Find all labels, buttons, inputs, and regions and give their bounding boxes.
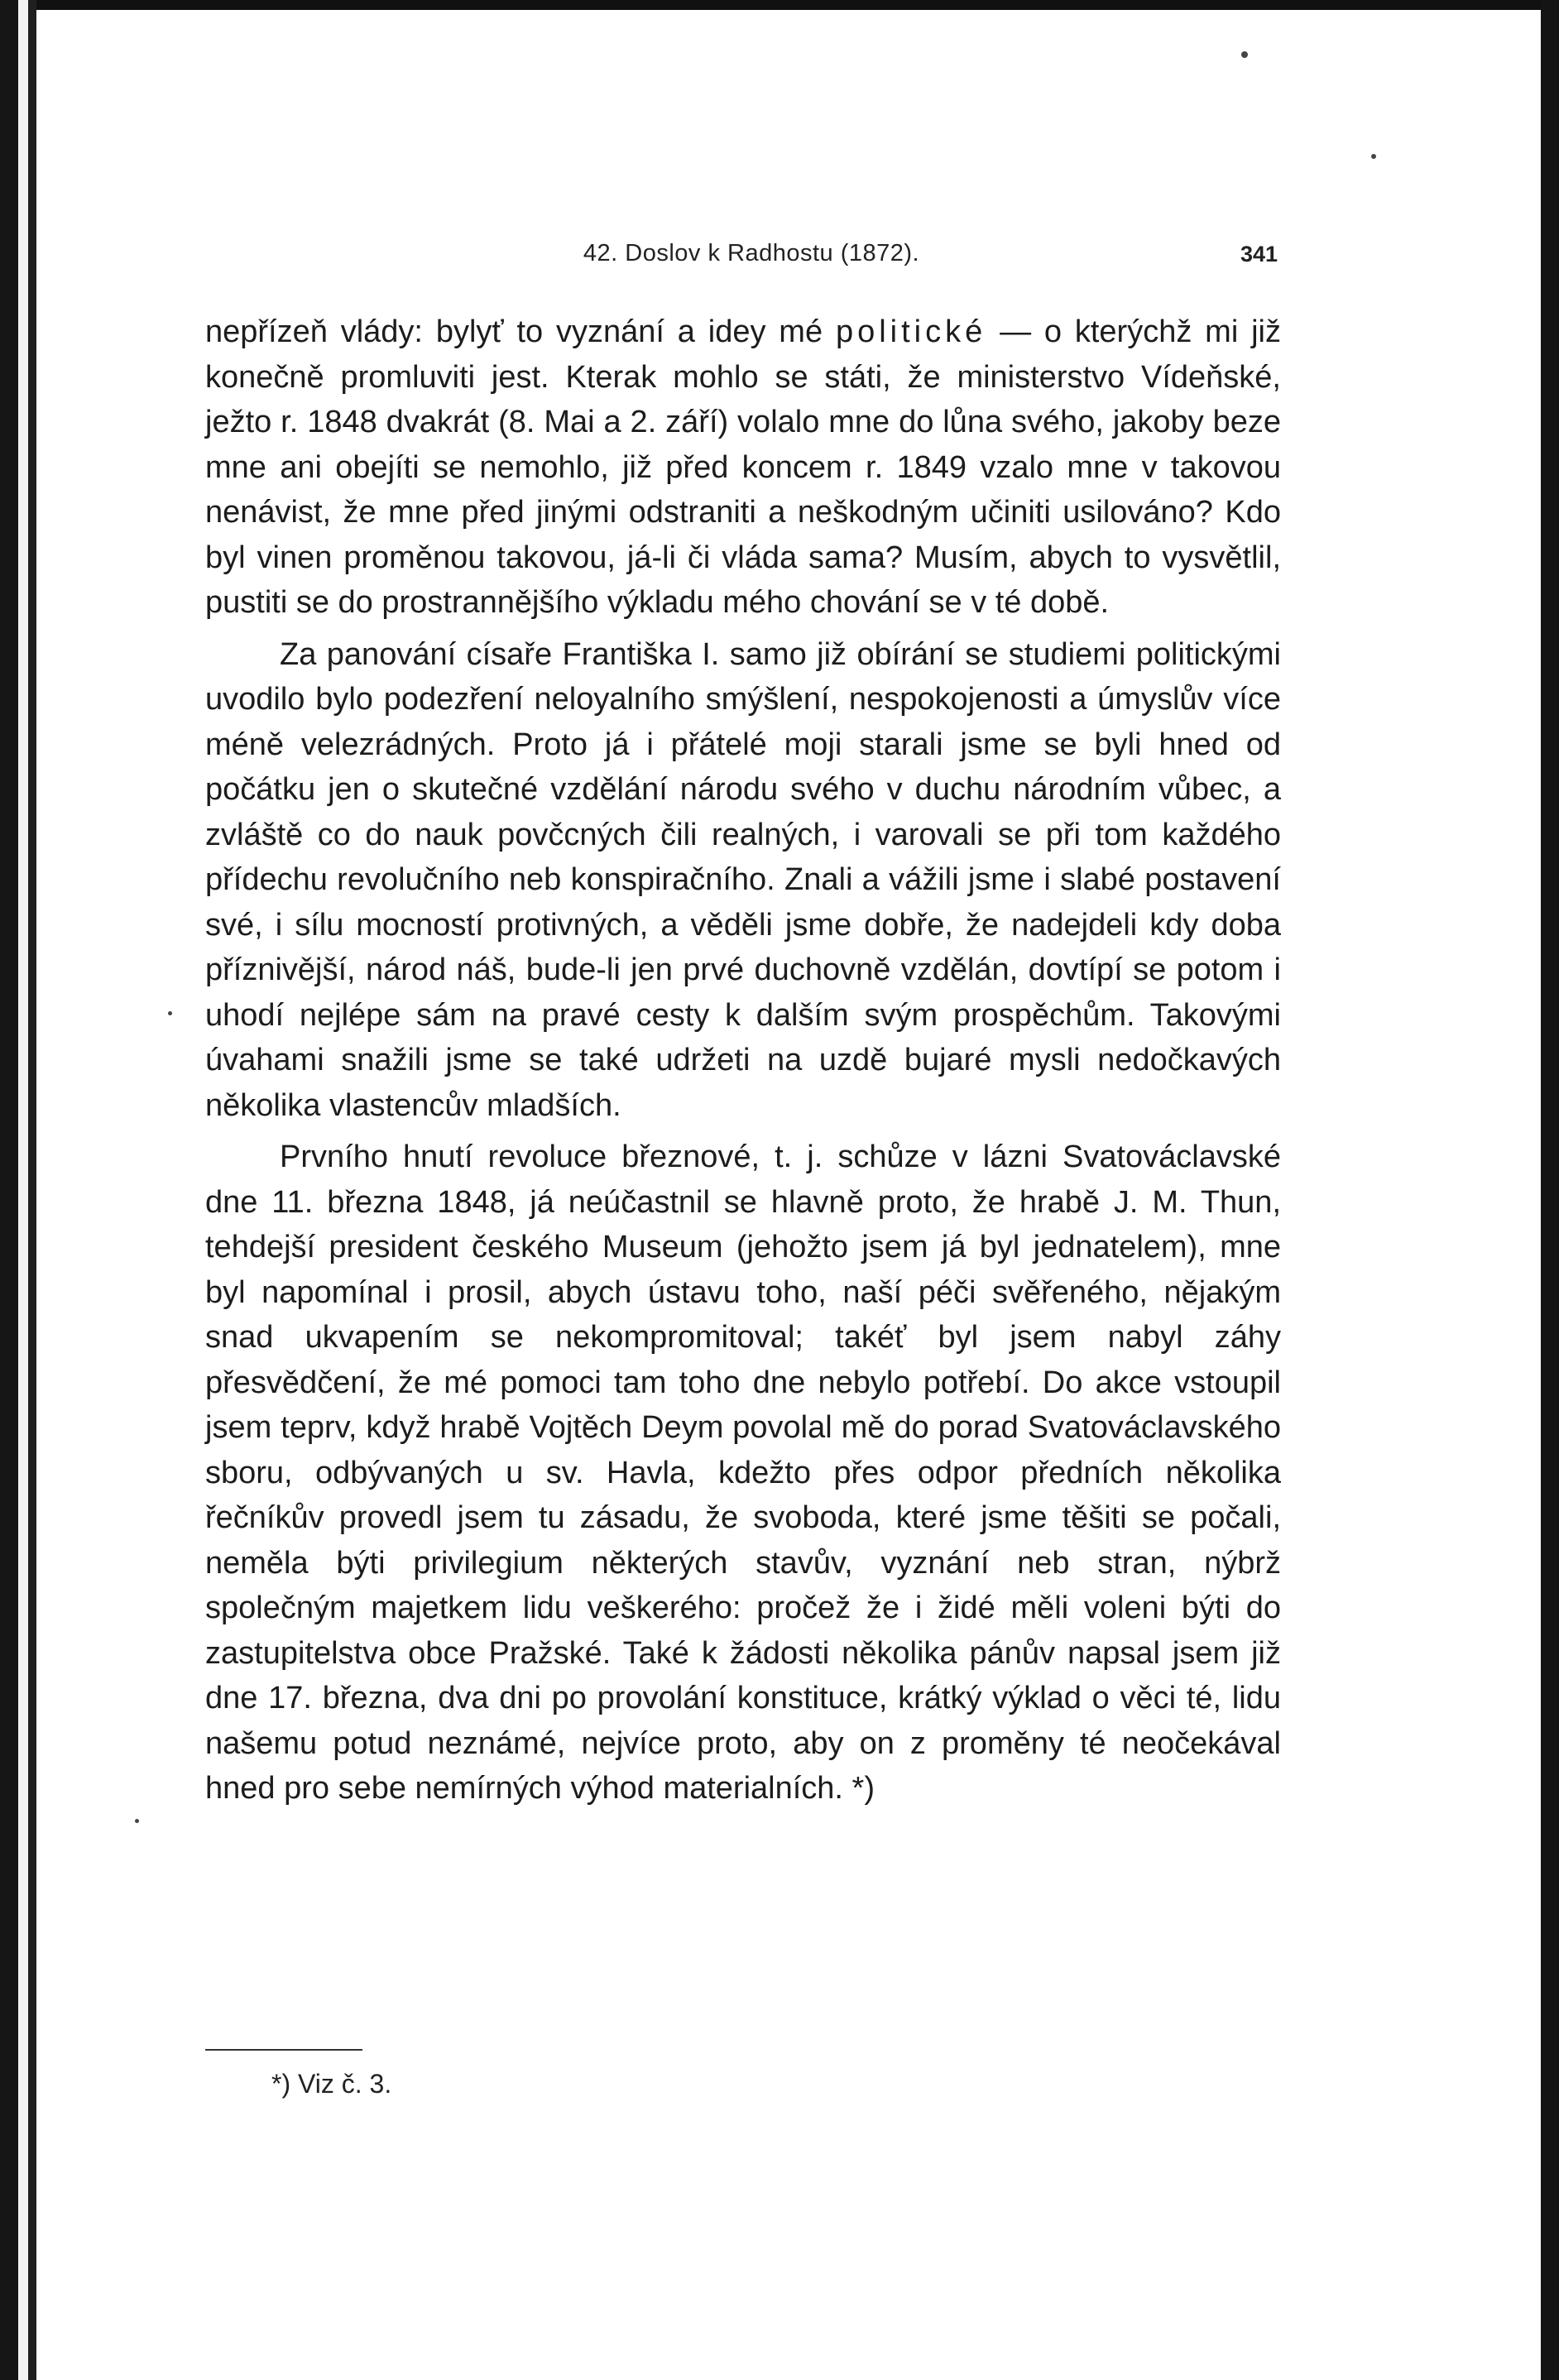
scan-speck <box>1371 154 1376 159</box>
paragraph-3: Prvního hnutí revoluce březnové, t. j. schůze v lázni Svatováclavské dne 11. března 1848, já neúčastnil se hlavně proto, že hrabě J. M. Thun, tehdejší president českého Museum (jehožto jsem já byl jednatelem), mne byl napomínal i prosil, abych ústavu toho, naší péči svěřeného, nějakým snad ukvapením se nekompromitoval; takéť byl jsem nabyl záhy přesvědčení, že mé pomoci tam toho dne nebylo potřebí. Do akce vstoupil jsem teprv, když hrabě Vojtěch Deym povolal mě do porad Svatováclavského sboru, odbývaných u sv. Havla, kdežto přes odpor předních několika řečníkův provedl jsem tu zásadu, že svoboda, které jsme těšiti se počali, neměla býti privilegium některých stavův, vyznání neb stran, nýbrž společným majetkem lidu veškerého: pročež že i židé měli voleni býti do zastupitelstva obce Pražské. Také k žádosti několika pánův napsal jsem již dne 17. března, dva dni po provolání konstituce, krátký výklad o věci té, lidu našemu potud neznámé, nejvíce proto, aby on z proměny té neočekával hned pro sebe nemírných výhod materialních. *) <box>205 1140 1281 1806</box>
footnote-rule <box>205 2049 362 2051</box>
scan-speck <box>1241 51 1248 58</box>
scan-speck <box>135 1819 139 1823</box>
spaced-emphasis: politické <box>835 314 987 349</box>
scan-edge-top <box>0 0 1559 10</box>
body-text <box>205 309 1281 1811</box>
scan-edge-left-gap <box>18 0 28 2380</box>
scan-edge-left <box>0 0 18 2380</box>
chapter-title: 42. Doslov k Radhostu (1872). <box>583 240 920 266</box>
paragraph-1 <box>205 309 1281 626</box>
scan-speck <box>168 1011 172 1015</box>
paragraph-1-end: — o kterýchž mi již konečně promluviti jest. Kterak mohlo se státi, že ministerstvo Vídeňské, ježto r. 1848 dvakrát (8. Mai a 2. září) volalo mne do lůna svého, jakoby beze mne ani obejíti se nemohlo, již před koncem r. 1849 vzalo mne v takovou nenávist, že mne před jinými odstraniti a neškodným učiniti usilováno? Kdo byl vinen proměnou takovou, já-li či vláda sama? Musím, abych to vysvětlil, pustiti se do prostrannějšího výkladu mého chování se v té době. <box>205 314 1281 620</box>
footnote: *) Viz č. 3. <box>271 2069 392 2099</box>
paragraph-2: Za panování císaře Františka I. samo již obírání se studiemi politickými uvodilo bylo podezření neloyalního smýšlení, nespokojenosti a úmyslův více méně velezrádných. Proto já i přátelé moji starali jsme se byli hned od počátku jen o skutečné vzdělání národu svého v duchu národním vůbec, a zvláště co do nauk povčcných čili realných, i varovali se při tom každého přídechu revolučního neb konspiračního. Znali a vážili jsme i slabé postavení své, i sílu mocností protivných, a věděli jsme dobře, že nadejdeli kdy doba příznivější, národ náš, bude-li jen prvé duchovně vzdělán, dovtípí se potom i uhodí nejlépe sám na pravé cesty k dalším svým prospěchům. Takovými úvahami snažili jsme se také udržeti na uzdě bujaré mysli nedočkavých několika vlastencův mladších. <box>205 636 1281 1123</box>
running-header <box>205 240 1298 281</box>
page-number: 341 <box>1240 242 1278 266</box>
scan-edge-right <box>1541 0 1559 2380</box>
paragraph-1-start: nepřízeň vlády: bylyť to vyznání a idey mé <box>205 314 836 349</box>
scan-edge-left-inner <box>28 0 36 2380</box>
